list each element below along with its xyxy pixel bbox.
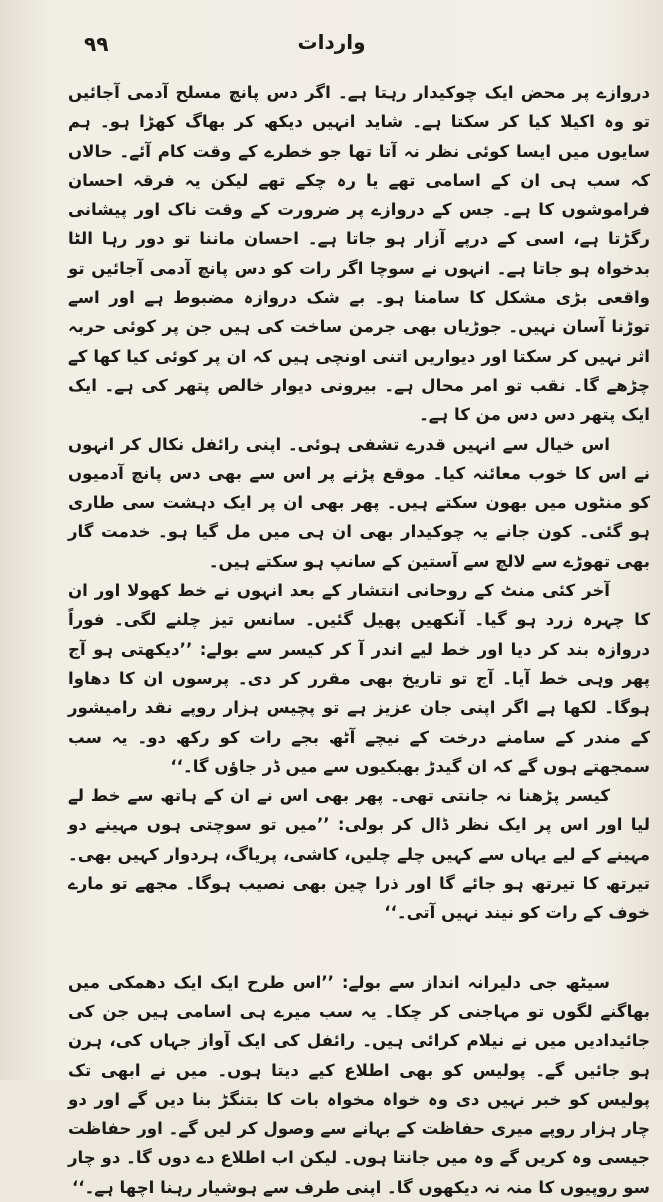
paragraph: آخر کئی منٹ کے روحانی انتشار کے بعد انہوں نے خط کھولا اور ان کا چہرہ زرد ہو گیا۔ آنکھیں پھیل گئیں۔ سانس تیز چلنے لگی۔ فوراً دروازہ بند کر دیا اور خط لیے اندر آ کر کیسر سے بولے: ’’دیکھتی ہو آج پھر وہی خط آیا۔ آج تو تاریخ بھی مقرر کر دی۔ پرسوں ان کا دھاوا ہوگا۔ لکھا ہے اگر اپنی جان عزیز ہے تو پچیس ہزار روپے نقد رامیشور کے مندر کے سامنے درخت کے نیچے آٹھ بجے رات کو رکھ دو۔ یہ سب سمجھتے ہوں گے کہ ان گیدڑ بھبکیوں سے میں ڈر جاؤں گا۔‘‘ [68,581,650,776]
body-text [68,78,650,1202]
page-header [40,30,623,66]
page-number: ۹۹ [84,32,109,56]
paragraph: دروازے پر محض ایک چوکیدار رہتا ہے۔ اگر دس پانچ مسلح آدمی آجائیں تو وہ اکیلا کیا کر سکتا ہے۔ شاید انہیں دیکھ کر بھاگ کھڑا ہو۔ ہم سایوں میں ایسا کوئی نظر نہ آتا تھا جو خطرے کے وقت کام آئے۔ حالاں کہ سب ہی ان کے اسامی تھے یا رہ چکے تھے لیکن یہ فرقہ احسان فراموشوں کا ہے۔ جس کے دروازے پر ضرورت کے وقت ناک اور پیشانی رگڑتا ہے، اسی کے درپے آزار ہو جاتا ہے۔ احسان ماننا تو دور رہا الٹا بدخواہ ہو جاتا ہے۔ انہوں نے سوچا اگر رات کو دس پانچ آدمی آجائیں تو واقعی بڑی مشکل کا سامنا ہو۔ بے شک دروازہ مضبوط ہے اور اسے توڑنا آسان نہیں۔ جوڑیاں بھی جرمن ساخت کی ہیں جن پر کوئی حربہ اثر نہیں کر سکتا اور دیواریں اتنی اونچی ہیں کہ ان پر کوئی کیا کھا کے چڑھے گا۔ نقب تو امر محال ہے۔ بیرونی دیوار خالص پتھر کی ہے۔ ایک ایک پتھر دس دس من کا ہے۔ [68,83,650,425]
paragraph-gap [68,928,650,968]
paragraph: اس خیال سے انہیں قدرے تشفی ہوئی۔ اپنی رائفل نکال کر انہوں نے اس کا خوب معائنہ کیا۔ موقع پڑنے پر اس سے بھی دس پانچ آدمیوں کو منٹوں میں بھون سکتے ہیں۔ پھر بھی ان پر ایک دہشت سی طاری ہو گئی۔ کون جانے یہ چوکیدار بھی ان ہی میں مل گیا ہو۔ خدمت گار بھی تھوڑے سے لالچ سے آستین کے سانپ ہو سکتے ہیں۔ [68,434,650,571]
running-title: واردات [297,30,366,54]
paragraph: سیٹھ جی دلیرانہ انداز سے بولے: ’’اس طرح ایک ایک دھمکی میں بھاگنے لگوں تو مہاجنی کر چکا۔ یہ سب میرے ہی اسامی ہیں جن کی جائیدادیں میں نے نیلام کرائی ہیں۔ رائفل کی ایک آواز جہاں کی، ہرن ہو جائیں گے۔ پولیس کو بھی اطلاع کیے دیتا ہوں۔ میں نے ابھی تک پولیس کو خبر نہیں دی وہ خواہ مخواہ بات کا بتنگڑ بنا دیں گے اور دو چار ہزار روپے میری حفاظت کے بہانے سے وصول کر لیں گے۔ اور حفاظت جیسی وہ کریں گے وہ میں جانتا ہوں۔ لیکن اب اطلاع دے دوں گا۔ دو چار سو روپیوں کا منہ نہ دیکھوں گا۔ اپنی طرف سے ہوشیار رہنا اچھا ہے۔‘‘ [68,972,650,1197]
paragraph: کیسر پڑھنا نہ جانتی تھی۔ پھر بھی اس نے ان کے ہاتھ سے خط لے لیا اور اس پر ایک نظر ڈال کر بولی: ’’میں تو سوچتی ہوں مہینے دو مہینے کے لیے یہاں سے کہیں چلے چلیں، کاشی، پریاگ، ہردوار کہیں بھی۔ تیرتھ کا تیرتھ ہو جائے گا اور ذرا چین بھی نصیب ہوگا۔ مجھے تو مارے خوف کے رات کو نیند نہیں آتی۔‘‘ [68,786,650,923]
